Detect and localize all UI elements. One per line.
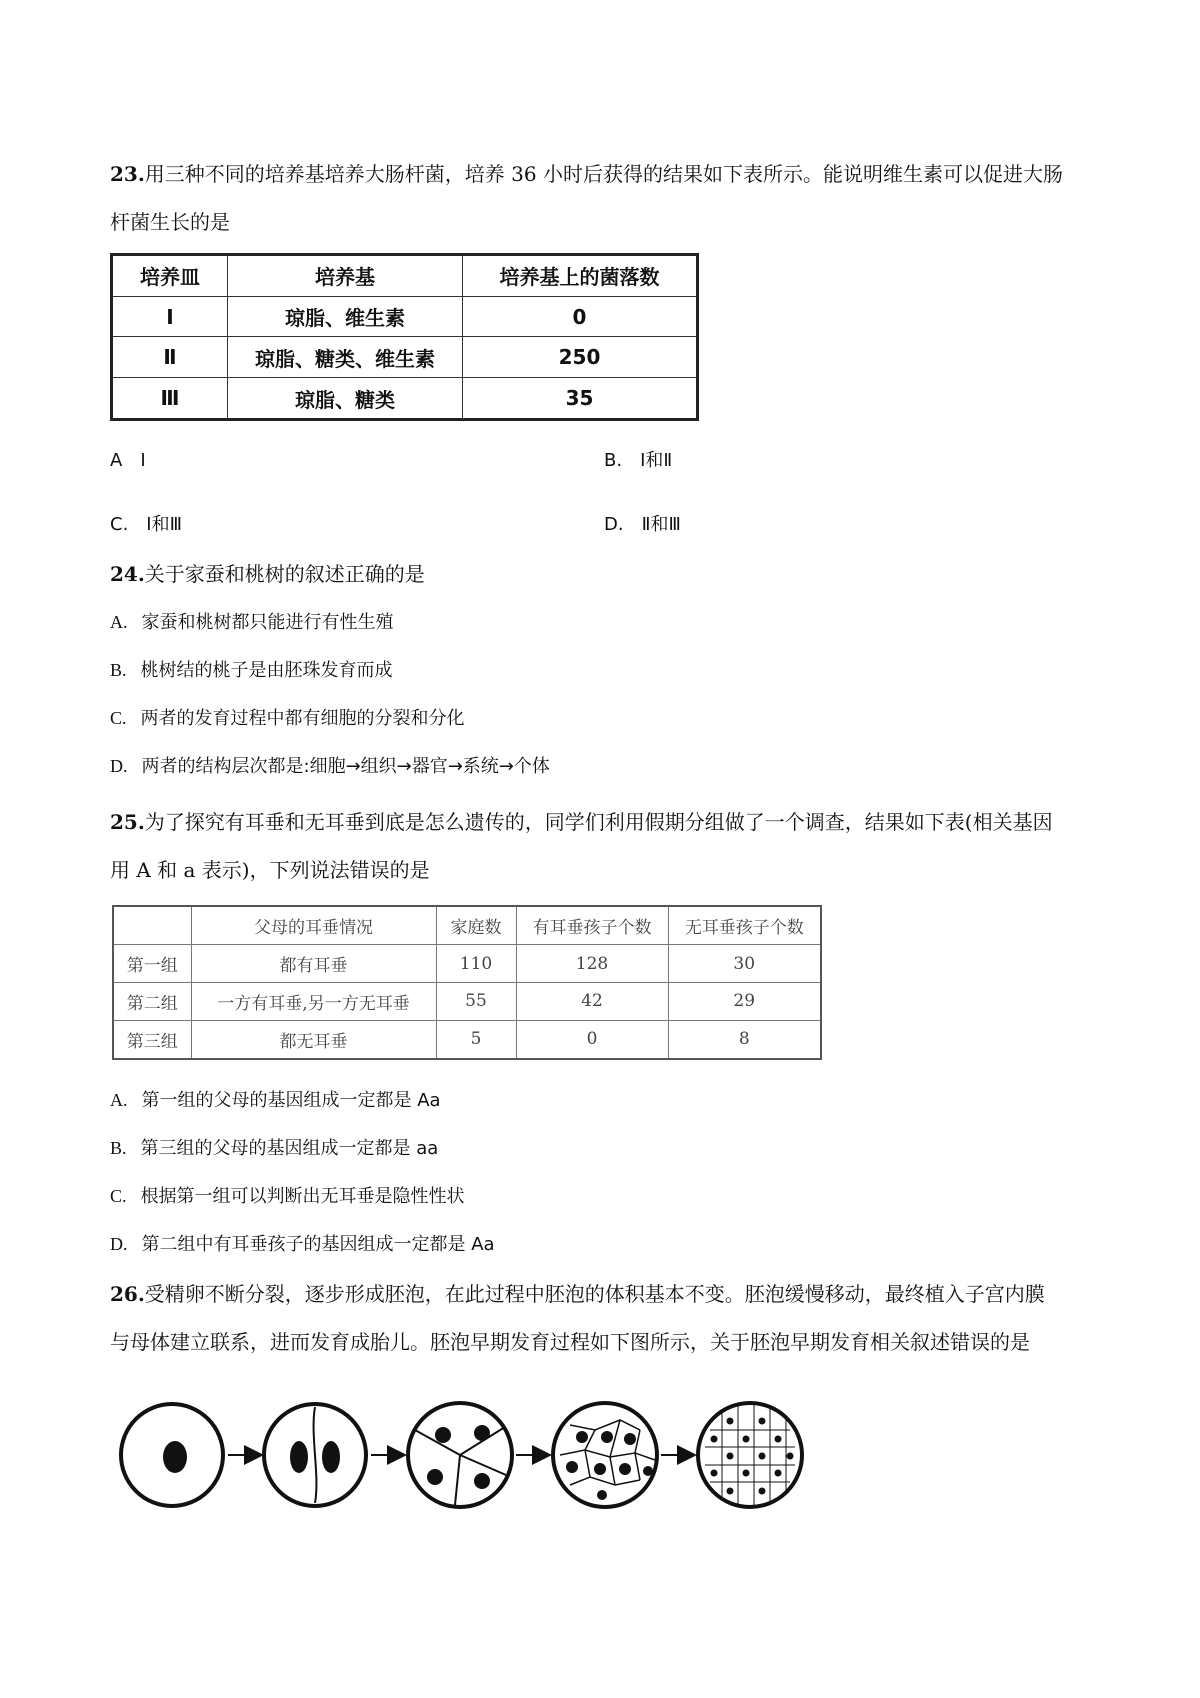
- table-cell: 35: [463, 378, 698, 420]
- table-cell: 5: [436, 1020, 516, 1059]
- table-header-cell: 家庭数: [436, 906, 516, 945]
- table-cell: 琼脂、糖类: [228, 378, 463, 420]
- table-cell: 琼脂、维生素: [228, 296, 463, 337]
- q24-option-b[interactable]: B. 桃树结的桃子是由胚珠发育而成: [110, 660, 393, 681]
- q26-stem-line1: 26.受精卵不断分裂，逐步形成胚泡，在此过程中胚泡的体积基本不变。胚泡缓慢移动，最终植入子宫内膜: [110, 1282, 1045, 1306]
- table-cell: Ⅰ: [112, 296, 228, 337]
- table-cell: 29: [668, 982, 821, 1020]
- q26-number: 26.: [110, 1282, 145, 1306]
- table-header-cell: 培养基上的菌落数: [463, 255, 698, 297]
- table-cell: Ⅲ: [112, 378, 228, 420]
- table-row: [112, 378, 698, 420]
- table-cell: 55: [436, 982, 516, 1020]
- zygote-cell: [121, 1404, 223, 1506]
- table-header-cell: 培养基: [228, 255, 463, 297]
- q24-number: 24.: [110, 562, 145, 586]
- table-cell: 8: [668, 1020, 821, 1059]
- four-cell-stage: [408, 1403, 512, 1507]
- table-cell: 250: [463, 337, 698, 378]
- table-cell: 都有耳垂: [191, 945, 436, 983]
- q23-option-c[interactable]: C. Ⅰ和Ⅲ: [110, 514, 183, 535]
- q23-stem-line1: 23.用三种不同的培养基培养大肠杆菌，培养 36 小时后获得的结果如下表所示。能说明维生素可以促进大肠: [110, 162, 1063, 186]
- two-cell-stage: [264, 1404, 366, 1506]
- q25-option-b[interactable]: B. 第三组的父母的基因组成一定都是 aa: [110, 1138, 439, 1159]
- q26-stem-line2: 与母体建立联系，进而发育成胎儿。胚泡早期发育过程如下图所示，关于胚泡早期发育相关叙述错误的是: [110, 1330, 1030, 1354]
- table-row: [113, 1020, 821, 1059]
- table-cell: 110: [436, 945, 516, 983]
- q25-option-d[interactable]: D. 第二组中有耳垂孩子的基因组成一定都是 Aa: [110, 1234, 495, 1255]
- table-cell: 第三组: [113, 1020, 191, 1059]
- q24-option-c[interactable]: C. 两者的发育过程中都有细胞的分裂和分化: [110, 708, 465, 729]
- embryo-development-diagram: [110, 1385, 850, 1525]
- table-cell: 第一组: [113, 945, 191, 983]
- table-cell: 128: [516, 945, 668, 983]
- q24-stem: 24.关于家蚕和桃树的叙述正确的是: [110, 562, 425, 586]
- blastocyst-stage: [698, 1403, 802, 1507]
- q25-option-c[interactable]: C. 根据第一组可以判断出无耳垂是隐性性状: [110, 1186, 465, 1207]
- table-cell: 都无耳垂: [191, 1020, 436, 1059]
- q23-option-d[interactable]: D. Ⅱ和Ⅲ: [604, 514, 681, 535]
- table-header-cell: 无耳垂孩子个数: [668, 906, 821, 945]
- table-cell: Ⅱ: [112, 337, 228, 378]
- table-row: [112, 296, 698, 337]
- q23-stem-line2: 杆菌生长的是: [110, 210, 230, 234]
- q25-stem-line1: 25.为了探究有耳垂和无耳垂到底是怎么遗传的，同学们利用假期分组做了一个调查，结果如下表(相关基因: [110, 810, 1053, 834]
- table-row: [112, 337, 698, 378]
- table-header-cell: 有耳垂孩子个数: [516, 906, 668, 945]
- q23-table: [110, 253, 699, 421]
- table-cell: 0: [516, 1020, 668, 1059]
- table-header-cell: 父母的耳垂情况: [191, 906, 436, 945]
- table-header-row: [113, 906, 821, 945]
- table-cell: 42: [516, 982, 668, 1020]
- q24-option-a[interactable]: A. 家蚕和桃树都只能进行有性生殖: [110, 612, 394, 633]
- table-row: [113, 945, 821, 983]
- multi-cell-stage: [553, 1403, 657, 1507]
- table-cell: 第二组: [113, 982, 191, 1020]
- q25-number: 25.: [110, 810, 145, 834]
- q23-option-b[interactable]: B. Ⅰ和Ⅱ: [604, 450, 673, 471]
- q25-option-a[interactable]: A. 第一组的父母的基因组成一定都是 Aa: [110, 1090, 441, 1111]
- q25-table: [112, 905, 822, 1060]
- table-header-cell: [113, 906, 191, 945]
- q23-option-a[interactable]: A Ⅰ: [110, 450, 146, 471]
- table-cell: 30: [668, 945, 821, 983]
- q25-stem-line2: 用 A 和 a 表示)，下列说法错误的是: [110, 858, 430, 882]
- q23-number: 23.: [110, 162, 145, 186]
- table-row: [113, 982, 821, 1020]
- q24-option-d[interactable]: D. 两者的结构层次都是:细胞→组织→器官→系统→个体: [110, 756, 550, 777]
- table-header-cell: 培养皿: [112, 255, 228, 297]
- table-header-row: [112, 255, 698, 297]
- table-cell: 一方有耳垂,另一方无耳垂: [191, 982, 436, 1020]
- table-cell: 0: [463, 296, 698, 337]
- table-cell: 琼脂、糖类、维生素: [228, 337, 463, 378]
